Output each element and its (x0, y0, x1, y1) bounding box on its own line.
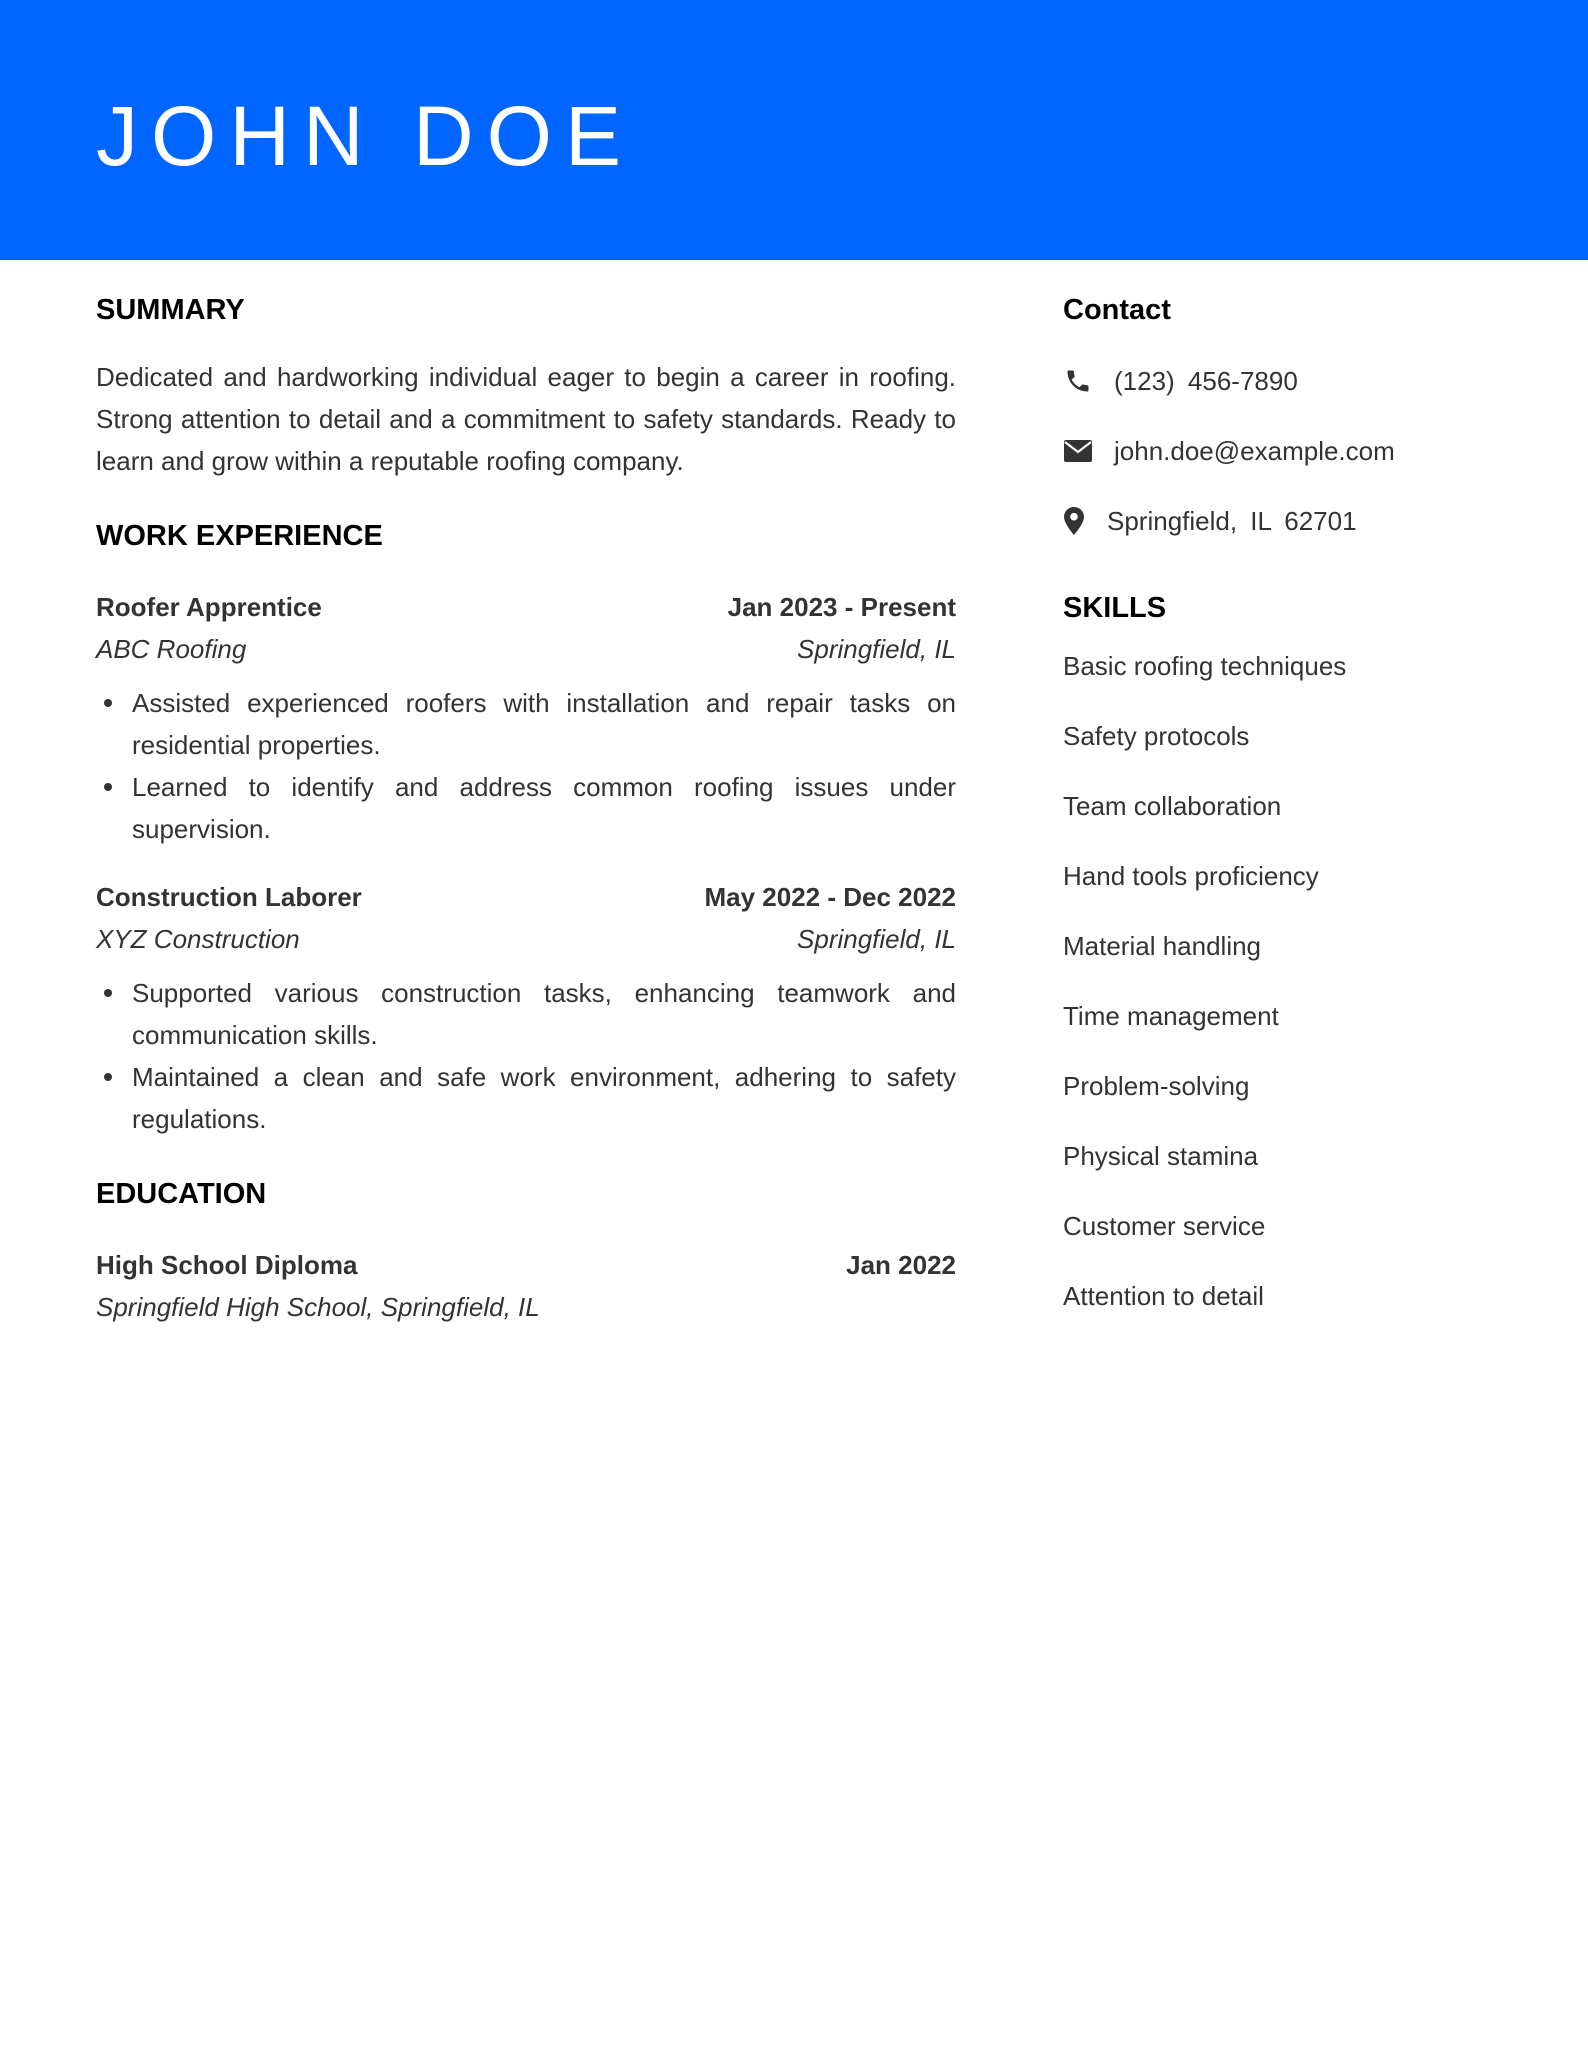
skills-heading: SKILLS (1063, 592, 1167, 624)
contact-location (1063, 504, 1493, 538)
contact-phone-value: (123) 456-7890 (1114, 365, 1298, 396)
summary-text: Dedicated and hardworking individual eager to begin a career in roofing. Strong attention to detail and a commitment to safety standards. Ready to learn and grow within a reputable roofing company. (96, 362, 956, 476)
bullet-dot-icon (104, 783, 112, 791)
education-school: Springfield High School, Springfield, IL (96, 1292, 540, 1322)
education-entry (96, 1244, 956, 1328)
job-company: ABC Roofing (96, 634, 247, 664)
candidate-name: JOHN DOE (96, 89, 635, 183)
main-column (96, 290, 956, 1328)
contact-email-value: john.doe@example.com (1114, 435, 1395, 466)
job-entry (96, 876, 956, 1140)
skill-item: Problem-solving (1063, 1071, 1250, 1101)
job-dates: May 2022 - Dec 2022 (704, 882, 956, 912)
skill-item: Customer service (1063, 1211, 1266, 1241)
skills-list (1063, 648, 1493, 1314)
education-degree: High School Diploma (96, 1250, 358, 1280)
skill-item: Team collaboration (1063, 791, 1282, 821)
education-date: Jan 2022 (846, 1250, 956, 1280)
job-dates: Jan 2023 - Present (727, 592, 956, 622)
job-location: Springfield, IL (797, 634, 956, 664)
job-role: Construction Laborer (96, 882, 362, 912)
skill-item: Attention to detail (1063, 1281, 1264, 1311)
job-company: XYZ Construction (96, 924, 300, 954)
job-bullet: Supported various construction tasks, enhancing teamwork and communication skills. (96, 972, 956, 1056)
contact-list (1063, 364, 1493, 538)
map-pin-icon (1063, 506, 1085, 536)
bullet-dot-icon (104, 699, 112, 707)
skill-item: Safety protocols (1063, 721, 1250, 751)
job-bullet: Assisted experienced roofers with installation and repair tasks on residential properties. (96, 682, 956, 766)
job-location: Springfield, IL (797, 924, 956, 954)
skill-item: Hand tools proficiency (1063, 861, 1319, 891)
job-bullets (96, 972, 956, 1140)
bullet-dot-icon (104, 1073, 112, 1081)
skill-item: Physical stamina (1063, 1141, 1259, 1171)
contact-heading: Contact (1063, 294, 1171, 326)
skill-item: Material handling (1063, 931, 1262, 961)
job-bullet: Maintained a clean and safe work environment, adhering to safety regulations. (96, 1056, 956, 1140)
summary-heading: SUMMARY (96, 294, 245, 326)
work-experience-heading: WORK EXPERIENCE (96, 520, 383, 552)
sidebar-column (1063, 290, 1493, 1348)
job-entry (96, 586, 956, 850)
education-heading: EDUCATION (96, 1178, 267, 1210)
job-bullets (96, 682, 956, 850)
phone-icon (1063, 366, 1093, 396)
skill-item: Basic roofing techniques (1063, 651, 1347, 681)
job-bullet: Learned to identify and address common roofing issues under supervision. (96, 766, 956, 850)
contact-location-value: Springfield, IL 62701 (1107, 505, 1357, 536)
job-role: Roofer Apprentice (96, 592, 322, 622)
header-banner (0, 0, 1588, 260)
bullet-dot-icon (104, 989, 112, 997)
envelope-icon (1063, 436, 1093, 466)
skill-item: Time management (1063, 1001, 1279, 1031)
contact-phone (1063, 364, 1493, 398)
contact-email (1063, 434, 1493, 468)
